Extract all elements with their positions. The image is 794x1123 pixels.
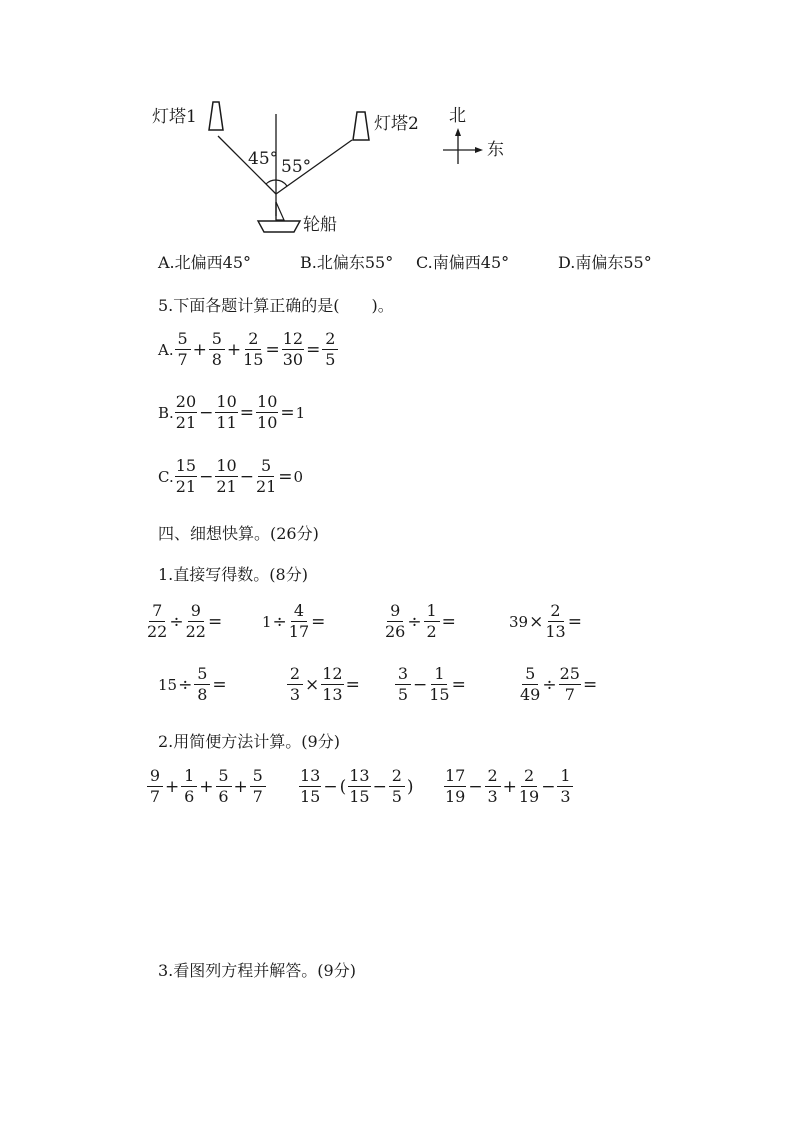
denominator: 3 <box>487 787 498 806</box>
section-4-title: 四、细想快算。(26分) <box>158 524 319 543</box>
direction-diagram <box>140 98 540 243</box>
numerator: 2 <box>548 603 564 622</box>
operator: = <box>441 611 456 632</box>
denominator: 19 <box>445 787 466 806</box>
fraction <box>147 768 163 805</box>
part-1-expr <box>158 666 228 703</box>
denominator: 21 <box>255 477 277 496</box>
denominator: 22 <box>147 622 168 641</box>
fraction <box>424 603 440 640</box>
lighthouse-2-icon <box>353 112 369 140</box>
numerator: 10 <box>216 456 237 475</box>
numerator: 4 <box>291 603 307 622</box>
numerator: 1 <box>424 603 440 622</box>
operator: − <box>372 776 387 797</box>
operator: + <box>502 776 517 797</box>
operator: = <box>311 611 326 632</box>
denominator: 5 <box>397 685 409 704</box>
numerator: 5 <box>216 768 232 787</box>
operator: = <box>239 402 255 423</box>
denominator: 8 <box>197 685 208 704</box>
fraction <box>557 768 573 805</box>
ship-label: 轮船 <box>303 215 337 235</box>
numerator: 5 <box>175 331 191 350</box>
numerator: 2 <box>485 768 501 787</box>
numerator: 1 <box>431 666 447 685</box>
fraction <box>216 768 232 805</box>
option-label: C. <box>158 467 174 486</box>
fraction <box>282 331 304 368</box>
fraction <box>256 458 276 495</box>
compass-icon <box>443 128 483 164</box>
fraction <box>545 603 565 640</box>
fraction <box>385 603 405 640</box>
numerator: 5 <box>250 768 266 787</box>
operator: = <box>207 611 223 632</box>
north-label: 北 <box>449 106 466 126</box>
east-label: 东 <box>487 140 504 160</box>
lighthouse-1-label: 灯塔1 <box>152 107 197 127</box>
part-1-expr <box>509 603 583 640</box>
numerator: 25 <box>559 664 580 683</box>
denominator: 5 <box>391 787 402 806</box>
operator: ( <box>339 776 347 797</box>
number: 39 <box>509 612 529 631</box>
fraction <box>186 603 206 640</box>
part-2-title: 2.用简便方法计算。(9分) <box>158 732 340 751</box>
number: 1 <box>295 403 306 422</box>
fraction <box>181 768 197 805</box>
lighthouse-1-icon <box>209 102 223 130</box>
part-1-expr <box>519 666 598 703</box>
numerator: 5 <box>522 666 538 685</box>
denominator: 15 <box>243 350 264 369</box>
denominator: 15 <box>300 787 321 806</box>
numerator: 12 <box>282 329 304 348</box>
operator: × <box>305 674 320 695</box>
operator: = <box>451 674 466 695</box>
part-1-expr <box>384 603 457 640</box>
denominator: 3 <box>560 787 571 806</box>
operator: = <box>567 611 582 632</box>
numerator: 12 <box>322 664 343 683</box>
denominator: 10 <box>257 413 278 432</box>
operator: = <box>582 674 598 695</box>
fraction <box>175 331 191 368</box>
operator: − <box>239 466 254 487</box>
fraction <box>243 331 263 368</box>
part-1-expr <box>286 666 361 703</box>
operator: ÷ <box>169 611 184 632</box>
denominator: 5 <box>325 350 336 369</box>
numerator: 10 <box>216 392 237 411</box>
angle-right-label: 55° <box>281 157 312 177</box>
q4-option-d: D.南偏东55° <box>558 253 652 272</box>
operator: − <box>413 674 428 695</box>
angle-left-label: 45° <box>248 149 279 169</box>
part-1-expr <box>394 666 467 703</box>
numerator: 5 <box>194 666 210 685</box>
denominator: 17 <box>288 622 310 641</box>
denominator: 6 <box>184 787 195 806</box>
numerator: 7 <box>149 603 165 622</box>
denominator: 3 <box>289 685 301 704</box>
fraction <box>194 666 210 703</box>
operator: + <box>199 776 214 797</box>
denominator: 21 <box>216 477 237 496</box>
q5-option-c <box>158 458 303 495</box>
fraction <box>175 458 197 495</box>
operator: = <box>265 339 280 360</box>
q5-title: 5.下面各题计算正确的是( )。 <box>158 296 394 315</box>
angle-arc-right <box>276 180 287 186</box>
part-2-expr <box>443 768 574 805</box>
denominator: 21 <box>175 413 197 432</box>
operator: − <box>541 776 556 797</box>
denominator: 13 <box>545 622 566 641</box>
operator: ÷ <box>272 611 287 632</box>
q5-option-a <box>158 331 339 368</box>
numerator: 2 <box>322 331 338 350</box>
numerator: 9 <box>147 768 163 787</box>
operator: ÷ <box>542 674 557 695</box>
q5-option-b <box>158 394 305 431</box>
operator: = <box>278 466 293 487</box>
fraction <box>299 768 321 805</box>
operator: + <box>165 776 180 797</box>
option-label: A. <box>158 340 174 359</box>
fraction <box>520 666 540 703</box>
numerator: 13 <box>349 766 370 785</box>
numerator: 13 <box>300 766 321 785</box>
numerator: 9 <box>387 603 403 622</box>
numerator: 15 <box>175 456 197 475</box>
part-2-expr <box>298 768 415 805</box>
operator: ) <box>406 776 414 797</box>
operator: = <box>212 674 227 695</box>
numerator: 2 <box>287 666 303 685</box>
fraction <box>287 666 303 703</box>
option-label: B. <box>158 403 174 422</box>
denominator: 6 <box>218 787 229 806</box>
fraction <box>215 394 237 431</box>
numerator: 20 <box>175 392 197 411</box>
numerator: 2 <box>389 768 405 787</box>
q4-option-b: B.北偏东55° <box>300 253 394 272</box>
denominator: 7 <box>149 787 161 806</box>
operator: + <box>192 339 207 360</box>
number: 15 <box>158 675 178 694</box>
fraction <box>559 666 581 703</box>
fraction <box>389 768 405 805</box>
operator: = <box>345 674 360 695</box>
fraction <box>429 666 449 703</box>
operator: − <box>468 776 483 797</box>
angle-arc-left <box>266 180 276 184</box>
denominator: 26 <box>385 622 406 641</box>
operator: ÷ <box>178 674 193 695</box>
denominator: 22 <box>185 622 206 641</box>
fraction <box>321 666 343 703</box>
denominator: 49 <box>520 685 541 704</box>
q4-option-c: C.南偏西45° <box>416 253 510 272</box>
operator: × <box>529 611 544 632</box>
denominator: 11 <box>216 413 237 432</box>
fraction <box>519 768 539 805</box>
fraction <box>175 394 197 431</box>
operator: + <box>233 776 248 797</box>
fraction <box>395 666 411 703</box>
part-1-title: 1.直接写得数。(8分) <box>158 565 308 584</box>
fraction <box>256 394 278 431</box>
denominator: 7 <box>564 685 575 704</box>
numerator: 17 <box>445 766 466 785</box>
operator: = <box>306 339 321 360</box>
ship-icon <box>258 202 300 232</box>
number: 1 <box>262 612 272 631</box>
denominator: 8 <box>211 350 222 369</box>
numerator: 9 <box>188 603 204 622</box>
fraction <box>215 458 237 495</box>
numerator: 2 <box>521 768 537 787</box>
denominator: 15 <box>349 787 370 806</box>
numerator: 5 <box>209 331 225 350</box>
fraction <box>485 768 501 805</box>
denominator: 30 <box>282 350 304 369</box>
operator: − <box>199 466 214 487</box>
part-3-title: 3.看图列方程并解答。(9分) <box>158 961 356 980</box>
operator: − <box>323 776 338 797</box>
fraction <box>209 331 225 368</box>
denominator: 19 <box>518 787 540 806</box>
q4-option-a: A.北偏西45° <box>158 253 252 272</box>
numerator: 10 <box>257 392 278 411</box>
denominator: 7 <box>177 350 188 369</box>
denominator: 13 <box>322 685 343 704</box>
part-1-expr <box>146 603 223 640</box>
numerator: 5 <box>258 458 274 477</box>
operator: − <box>199 402 214 423</box>
part-2-expr <box>146 768 267 805</box>
lighthouse-2-label: 灯塔2 <box>374 114 419 134</box>
numerator: 1 <box>181 768 197 787</box>
part-1-expr <box>262 603 326 640</box>
numerator: 3 <box>395 666 411 685</box>
denominator: 7 <box>252 787 263 806</box>
fraction <box>322 331 338 368</box>
operator: = <box>280 402 295 423</box>
denominator: 2 <box>426 622 437 641</box>
fraction <box>289 603 309 640</box>
operator: + <box>226 339 242 360</box>
numerator: 1 <box>557 768 573 787</box>
fraction <box>348 768 370 805</box>
fraction <box>147 603 167 640</box>
fraction <box>250 768 266 805</box>
operator: ÷ <box>407 611 422 632</box>
denominator: 15 <box>429 685 450 704</box>
denominator: 21 <box>175 477 197 496</box>
fraction <box>444 768 466 805</box>
numerator: 2 <box>245 331 261 350</box>
number: 0 <box>293 467 304 486</box>
